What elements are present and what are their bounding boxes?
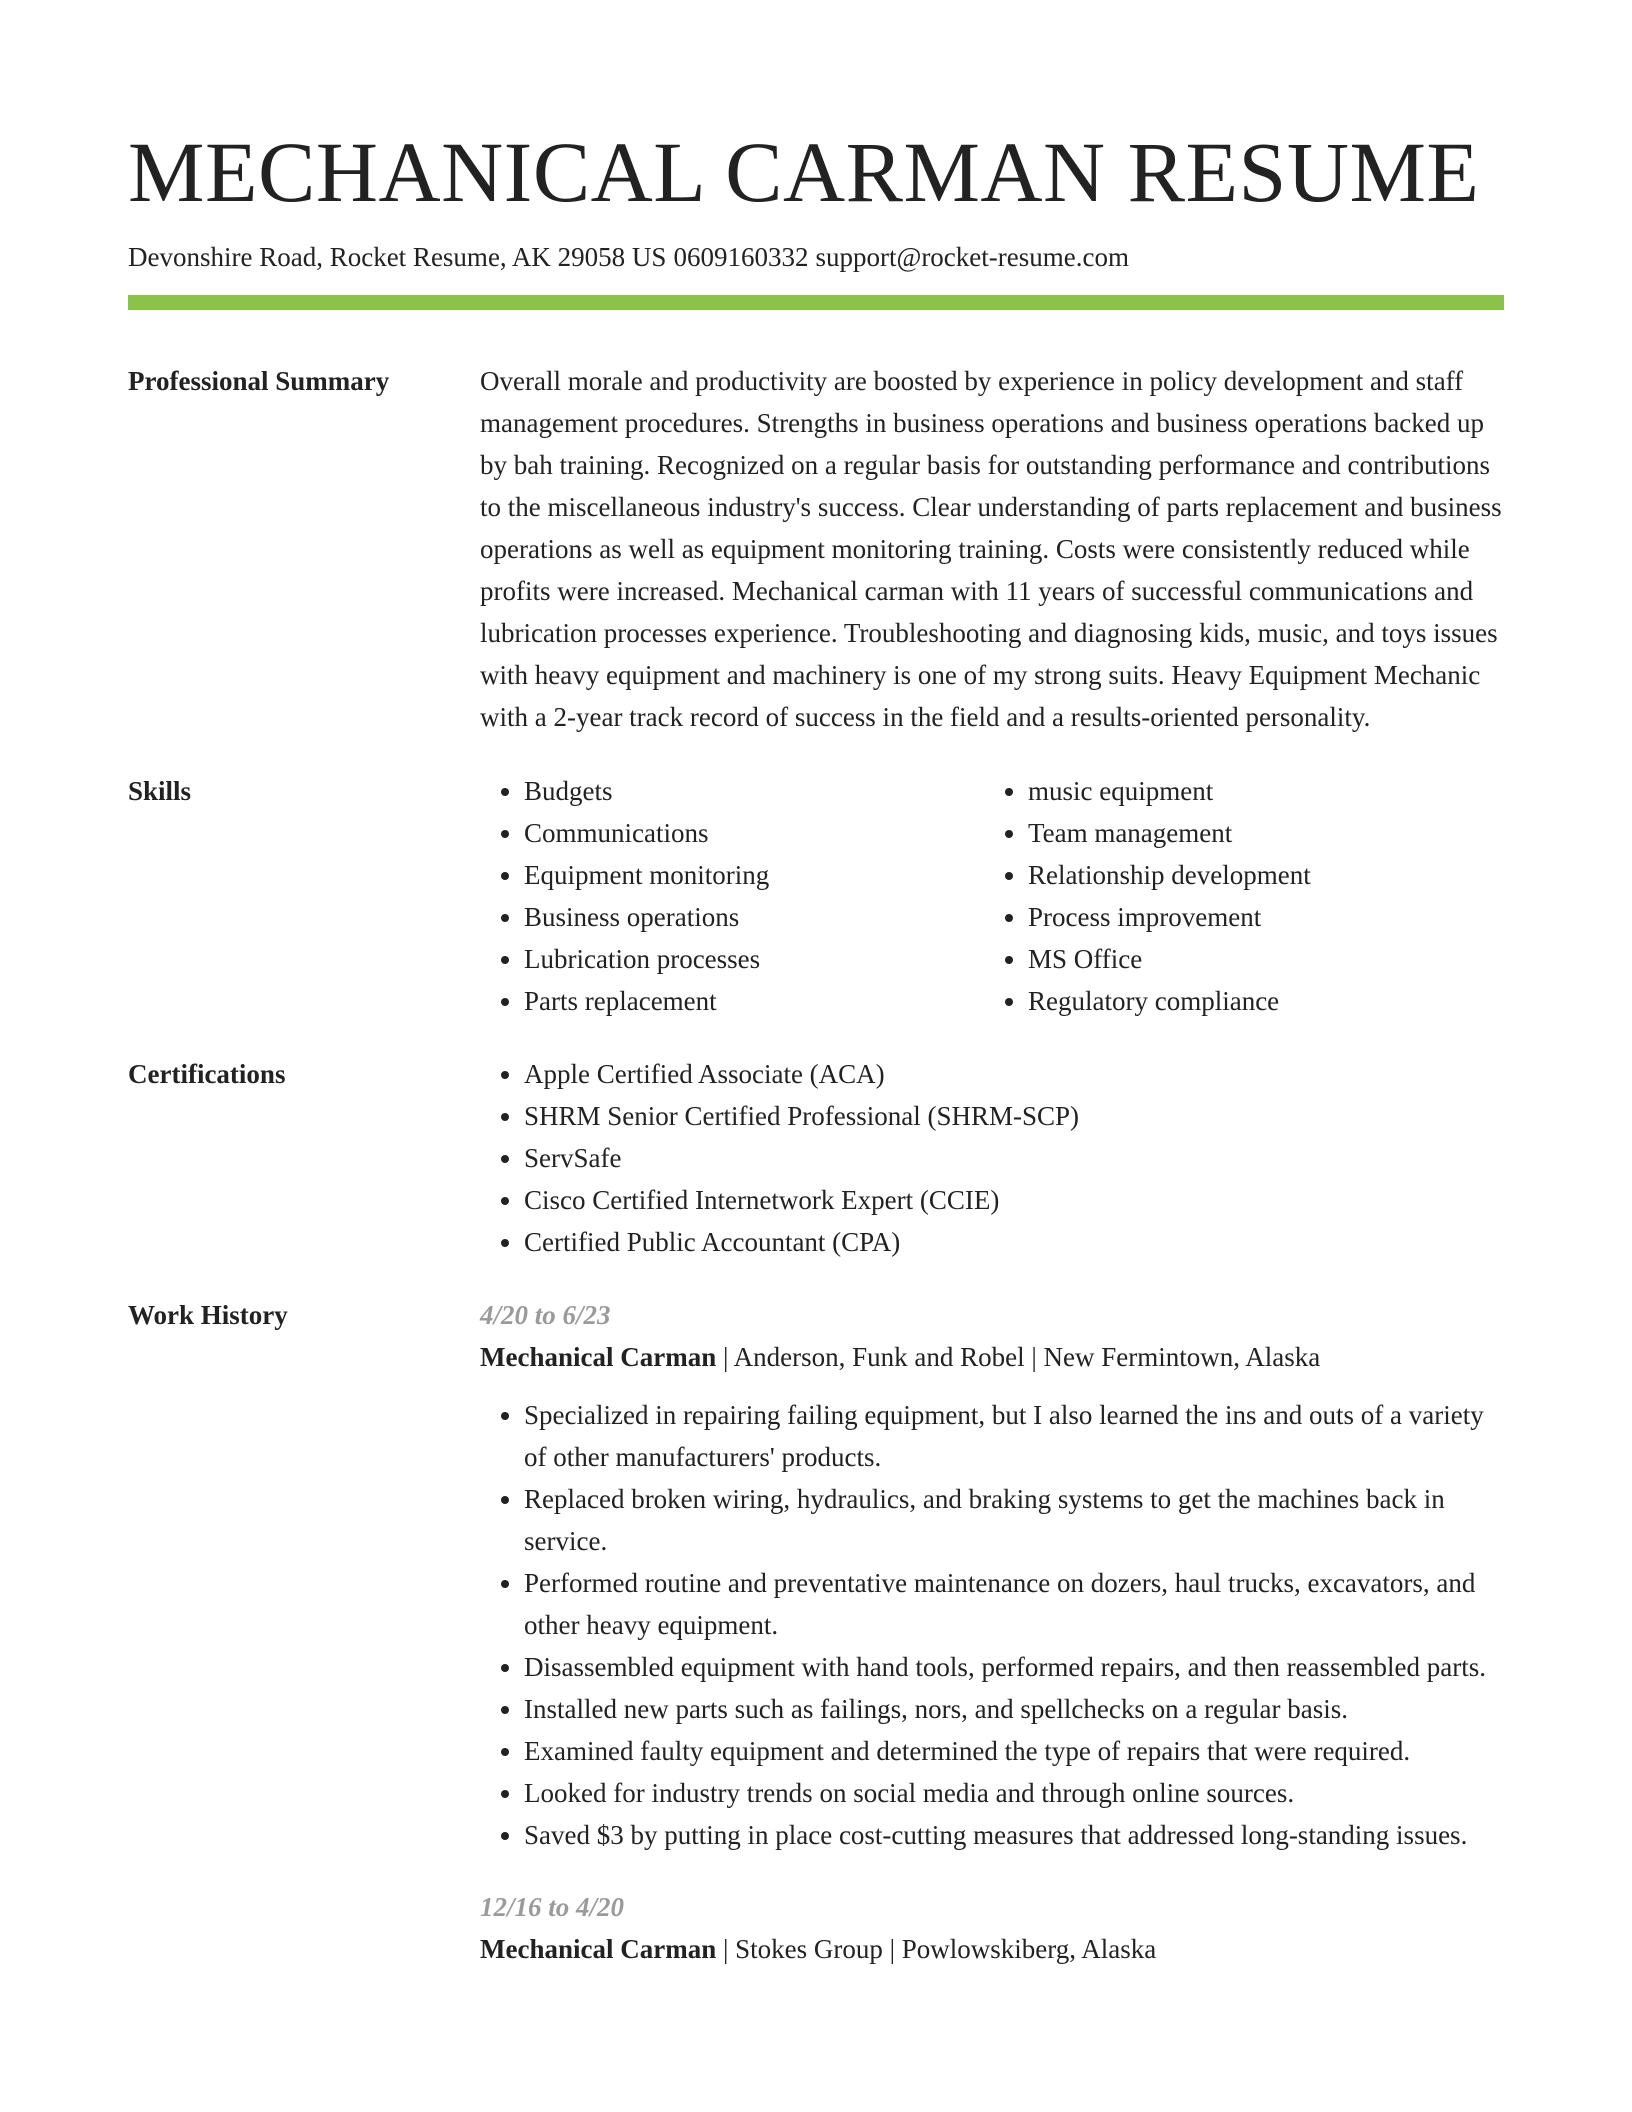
list-item: • SHRM Senior Certified Professional (SHRM-SCP) — [524, 1095, 1504, 1137]
section-body — [480, 360, 1504, 738]
job-heading — [480, 1336, 1504, 1378]
section-label: Certifications — [128, 1059, 286, 1089]
list-item: • Regulatory compliance — [1028, 980, 1311, 1022]
job-dates: 12/16 to 4/20 — [480, 1892, 625, 1922]
skills-list-left — [480, 770, 984, 1022]
section-label: Skills — [128, 776, 192, 806]
contact-address: Devonshire Road, Rocket Resume, AK 29058 US — [128, 242, 667, 272]
section-label: Professional Summary — [128, 366, 390, 396]
list-item: • Team management — [1028, 812, 1311, 854]
job-entry — [480, 1294, 1504, 1856]
section-work-history — [128, 1294, 1504, 1970]
list-item: • Installed new parts such as failings, nors, and spellchecks on a regular basis. — [524, 1688, 1504, 1730]
skills-list-right — [984, 770, 1311, 1022]
list-item: • Examined faulty equipment and determined the type of repairs that were required. — [524, 1730, 1504, 1772]
list-item: • Process improvement — [1028, 896, 1311, 938]
section-body — [480, 1053, 1504, 1263]
list-item: • Budgets — [524, 770, 984, 812]
list-item: • Communications — [524, 812, 984, 854]
job-role: Mechanical Carman — [480, 1342, 717, 1372]
list-item: • Replaced broken wiring, hydraulics, and braking systems to get the machines back in service. — [524, 1478, 1504, 1562]
list-item: • Relationship development — [1028, 854, 1311, 896]
skills-grid — [480, 770, 1504, 1022]
list-item: • Lubrication processes — [524, 938, 984, 980]
list-item: • Cisco Certified Internetwork Expert (CCIE) — [524, 1179, 1504, 1221]
list-item: • Specialized in repairing failing equipment, but I also learned the ins and outs of a variety of other manufacturers' products. — [524, 1394, 1504, 1478]
section-skills — [128, 770, 1504, 1022]
section-certifications — [128, 1053, 1504, 1263]
certifications-list — [480, 1053, 1504, 1263]
job-heading — [480, 1928, 1504, 1970]
section-label: Work History — [128, 1300, 288, 1330]
section-professional-summary — [128, 360, 1504, 738]
list-item: • Disassembled equipment with hand tools, performed repairs, and then reassembled parts. — [524, 1646, 1504, 1688]
contact-phone: 0609160332 — [673, 242, 809, 272]
list-item: • Business operations — [524, 896, 984, 938]
job-dates: 4/20 to 6/23 — [480, 1300, 611, 1330]
section-body — [480, 770, 1504, 1022]
list-item: • ServSafe — [524, 1137, 1504, 1179]
list-item: • music equipment — [1028, 770, 1311, 812]
job-entry — [480, 1886, 1504, 1970]
list-item: • Equipment monitoring — [524, 854, 984, 896]
job-bullets — [480, 1394, 1504, 1856]
job-details: | Anderson, Funk and Robel | New Fermintown, Alaska — [716, 1342, 1321, 1372]
list-item: • Apple Certified Associate (ACA) — [524, 1053, 1504, 1095]
list-item: • Looked for industry trends on social media and through online sources. — [524, 1772, 1504, 1814]
section-body — [480, 1294, 1504, 1970]
summary-text: Overall morale and productivity are boosted by experience in policy development and staff management procedures. Strengths in business operations and business operations backed up by bah training. Recognized on a regular basis for outstanding performance and contributions to the miscellaneous industry's success. Clear understanding of parts replacement and business operations as well as equipment monitoring training. Costs were consistently reduced while profits were increased. Mechanical carman with 11 years of successful communications and lubrication processes experience. Troubleshooting and diagnosing kids, music, and toys issues with heavy equipment and machinery is one of my strong suits. Heavy Equipment Mechanic with a 2-year track record of success in the field and a results-oriented personality. — [480, 366, 1502, 732]
contact-email: support@rocket-resume.com — [815, 242, 1129, 272]
job-role: Mechanical Carman — [480, 1934, 717, 1964]
job-details: | Stokes Group | Powlowskiberg, Alaska — [716, 1934, 1157, 1964]
resume-title: MECHANICAL CARMAN RESUME — [128, 124, 1480, 220]
list-item: • Performed routine and preventative maintenance on dozers, haul trucks, excavators, and other heavy equipment. — [524, 1562, 1504, 1646]
contact-line — [128, 240, 1504, 274]
header-divider — [128, 295, 1504, 310]
list-item: • Saved $3 by putting in place cost-cutting measures that addressed long-standing issues. — [524, 1814, 1504, 1856]
list-item: • MS Office — [1028, 938, 1311, 980]
list-item: • Parts replacement — [524, 980, 984, 1022]
list-item: • Certified Public Accountant (CPA) — [524, 1221, 1504, 1263]
